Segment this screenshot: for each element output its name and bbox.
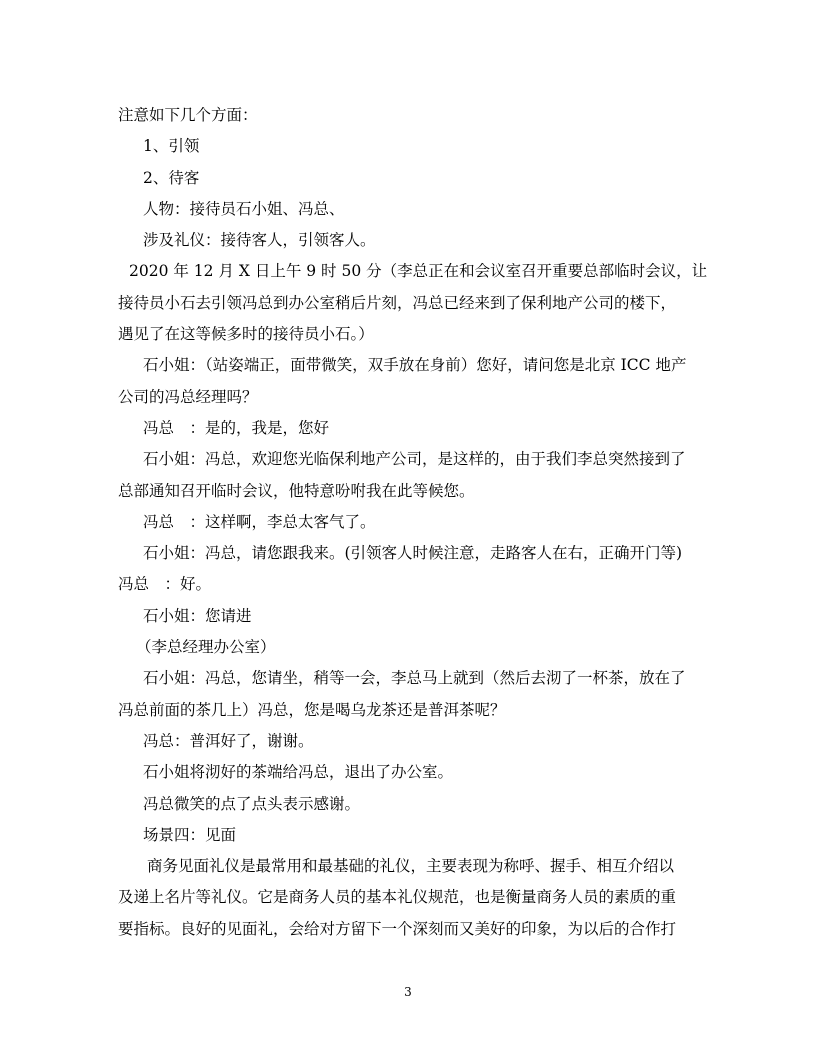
section-heading: 场景四：见面 [143, 825, 237, 844]
text-line: 石小姐将沏好的茶端给冯总，退出了办公室。 [143, 763, 454, 782]
text-line: 人物：接待员石小姐、冯总、 [143, 199, 345, 218]
text-line: 商务见面礼仪是最常用和最基础的礼仪，主要表现为称呼、握手、相互介绍以 [147, 857, 675, 876]
text-line: 冯总：普洱好了，谢谢。 [143, 731, 314, 750]
text-line: 2、待客 [143, 168, 200, 187]
text-line: 公司的冯总经理吗？ [118, 387, 258, 406]
text-line: 及递上名片等礼仪。它是商务人员的基本礼仪规范，也是衡量商务人员的素质的重 [118, 888, 677, 907]
text-line: 注意如下几个方面： [118, 106, 258, 124]
text-line: 遇见了在这等候多时的接待员小石。） [118, 325, 374, 344]
text-line: 石小姐：冯总，请您跟我来。(引领客人时候注意，走路客人在右，正确开门等) [143, 544, 683, 563]
text-line: 涉及礼仪：接待客人，引领客人。 [143, 231, 376, 250]
text-line: 冯总前面的茶几上）冯总，您是喝乌龙茶还是普洱茶呢？ [118, 700, 506, 719]
page-number: 3 [404, 985, 412, 999]
text-line: 总部通知召开临时会议，他特意吩咐我在此等候您。 [118, 481, 475, 500]
text-line: 1、引领 [143, 137, 200, 156]
text-line: 石小姐：冯总，欢迎您光临保利地产公司，是这样的，由于我们李总突然接到了 [143, 450, 686, 469]
text-line: 冯总 ：好。 [118, 575, 212, 594]
text-line: 要指标。良好的见面礼，会给对方留下一个深刻而又美好的印象，为以后的合作打 [118, 919, 677, 938]
text-line: 冯总微笑的点了点头表示感谢。 [143, 794, 361, 813]
text-line: 接待员小石去引领冯总到办公室稍后片刻，冯总已经来到了保利地产公司的楼下， [118, 293, 677, 312]
text-line: 2020 年 12 月 X 日上午 9 时 50 分（李总正在和会议室召开重要总部临时会议，让 [129, 262, 708, 281]
text-line: 石小姐：冯总，您请坐，稍等一会，李总马上就到（然后去沏了一杯茶，放在了 [143, 669, 686, 688]
text-line: 冯总 ：这样啊，李总太客气了。 [143, 512, 376, 531]
text-line: 石小姐：您请进 [143, 606, 252, 625]
document-body [118, 100, 708, 945]
text-line: （李总经理办公室） [136, 638, 276, 657]
text-line: 石小姐：（站姿端正，面带微笑，双手放在身前）您好，请问您是北京 ICC 地产 [143, 356, 687, 375]
text-line: 冯总 ：是的，我是，您好 [143, 418, 330, 437]
